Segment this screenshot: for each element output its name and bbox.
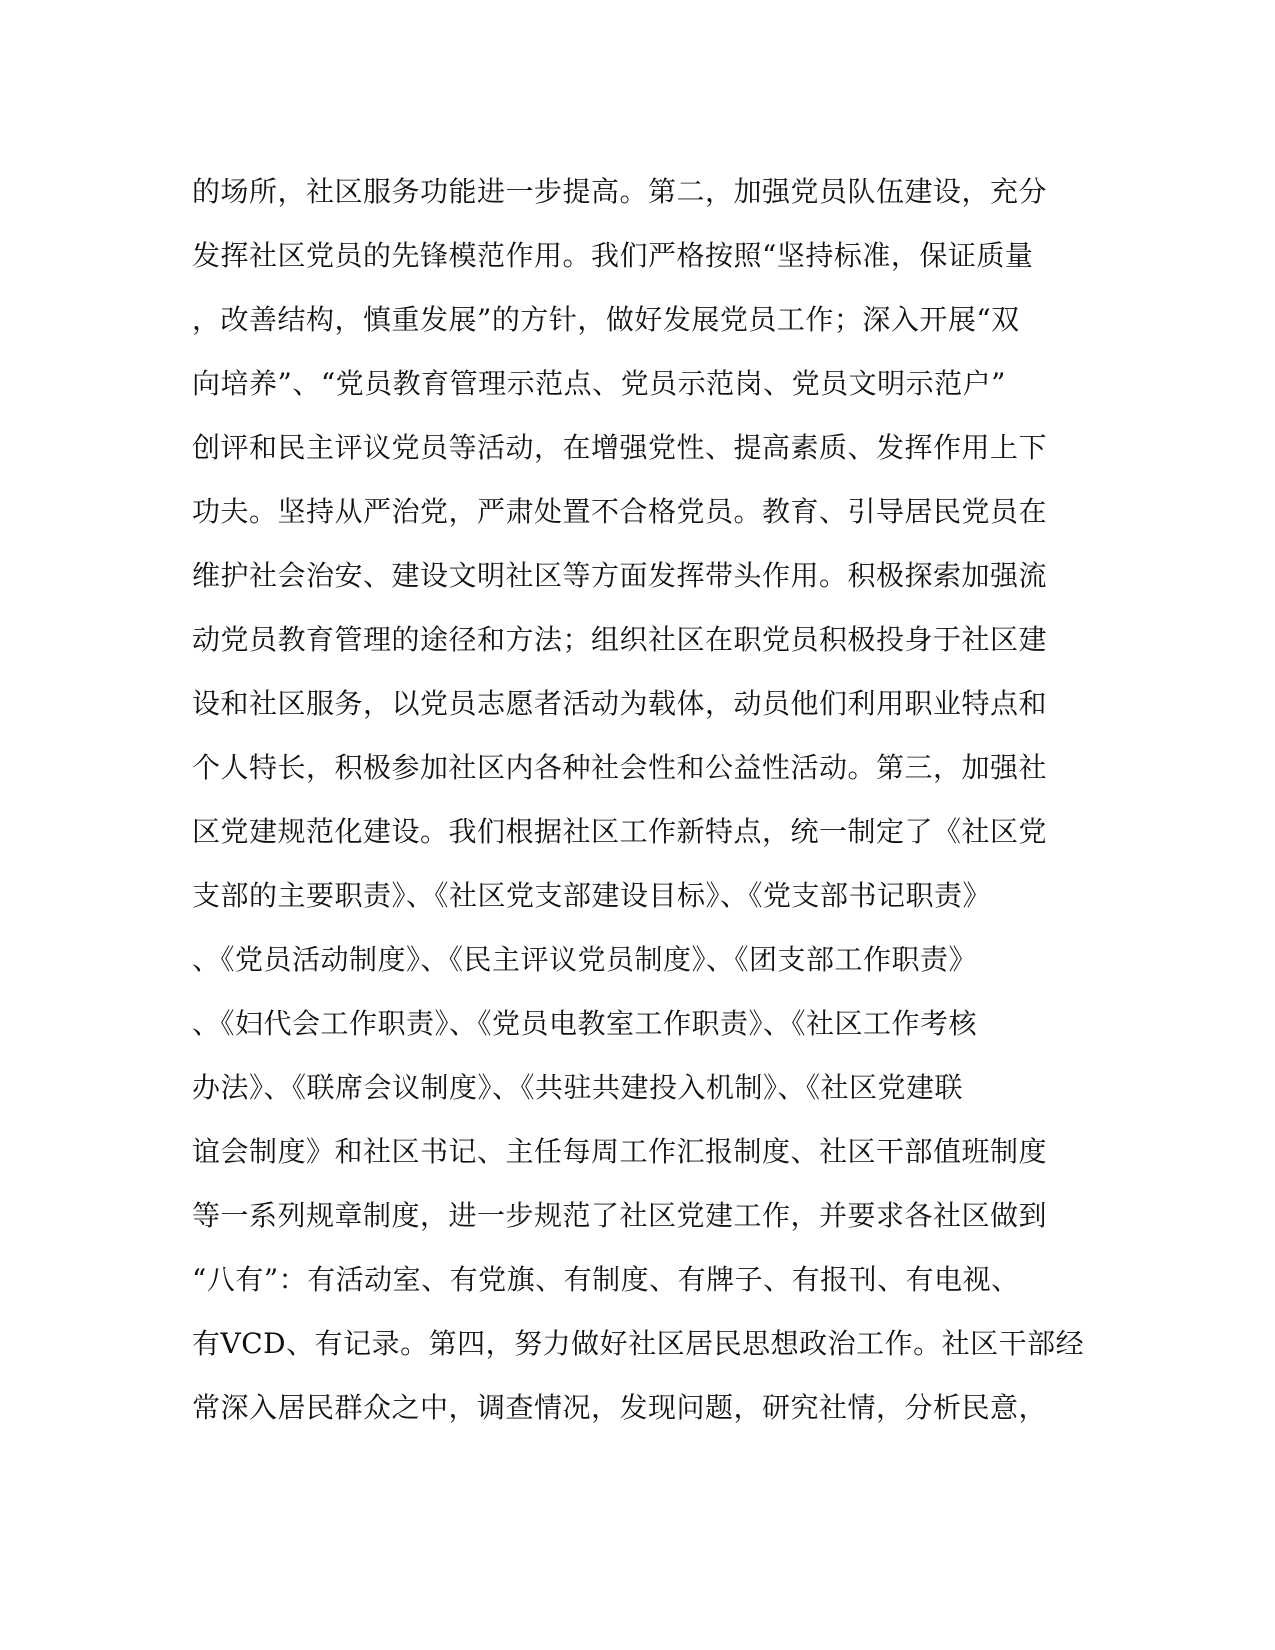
- text-line: 、《妇代会工作职责》、《党员电教室工作职责》、《社区工作考核: [192, 1007, 978, 1040]
- text-line: 的场所，社区服务功能进一步提高。第二，加强党员队伍建设，充分: [192, 175, 1048, 208]
- text-line: 区党建规范化建设。我们根据社区工作新特点，统一制定了《社区党: [192, 815, 1048, 848]
- text-line: 发挥社区党员的先锋模范作用。我们严格按照“坚持标准，保证质量: [192, 239, 1034, 272]
- text-line: 等一系列规章制度，进一步规范了社区党建工作，并要求各社区做到: [192, 1199, 1048, 1232]
- text-line: 功夫。坚持从严治党，严肃处置不合格党员。教育、引导居民党员在: [192, 495, 1048, 528]
- text-line: 、《党员活动制度》、《民主评议党员制度》、《团支部工作职责》: [192, 943, 978, 976]
- text-line: 动党员教育管理的途径和方法；组织社区在职党员积极投身于社区建: [192, 623, 1048, 656]
- text-line: ，改善结构，慎重发展”的方针，做好发展党员工作；深入开展“双: [192, 303, 1020, 336]
- text-line: 维护社会治安、建设文明社区等方面发挥带头作用。积极探索加强流: [192, 559, 1048, 592]
- text-line: “八有”：有活动室、有党旗、有制度、有牌子、有报刊、有电视、: [192, 1263, 1020, 1296]
- text-line: 常深入居民群众之中，调查情况，发现问题，研究社情，分析民意，: [192, 1391, 1048, 1424]
- text-line: 向培养”、“党员教育管理示范点、党员示范岗、党员文明示范户”: [192, 367, 1006, 400]
- text-line: 有VCD、有记录。第四，努力做好社区居民思想政治工作。社区干部经: [192, 1327, 1085, 1360]
- text-line: 办法》、《联席会议制度》、《共驻共建投入机制》、《社区党建联: [192, 1071, 964, 1104]
- body-text: [192, 160, 1092, 1440]
- text-line: 个人特长，积极参加社区内各种社会性和公益性活动。第三，加强社: [192, 751, 1048, 784]
- text-line: 支部的主要职责》、《社区党支部建设目标》、《党支部书记职责》: [192, 879, 992, 912]
- text-line: 创评和民主评议党员等活动，在增强党性、提高素质、发挥作用上下: [192, 431, 1048, 464]
- text-line: 设和社区服务，以党员志愿者活动为载体，动员他们利用职业特点和: [192, 687, 1048, 720]
- text-line: 谊会制度》和社区书记、主任每周工作汇报制度、社区干部值班制度: [192, 1135, 1048, 1168]
